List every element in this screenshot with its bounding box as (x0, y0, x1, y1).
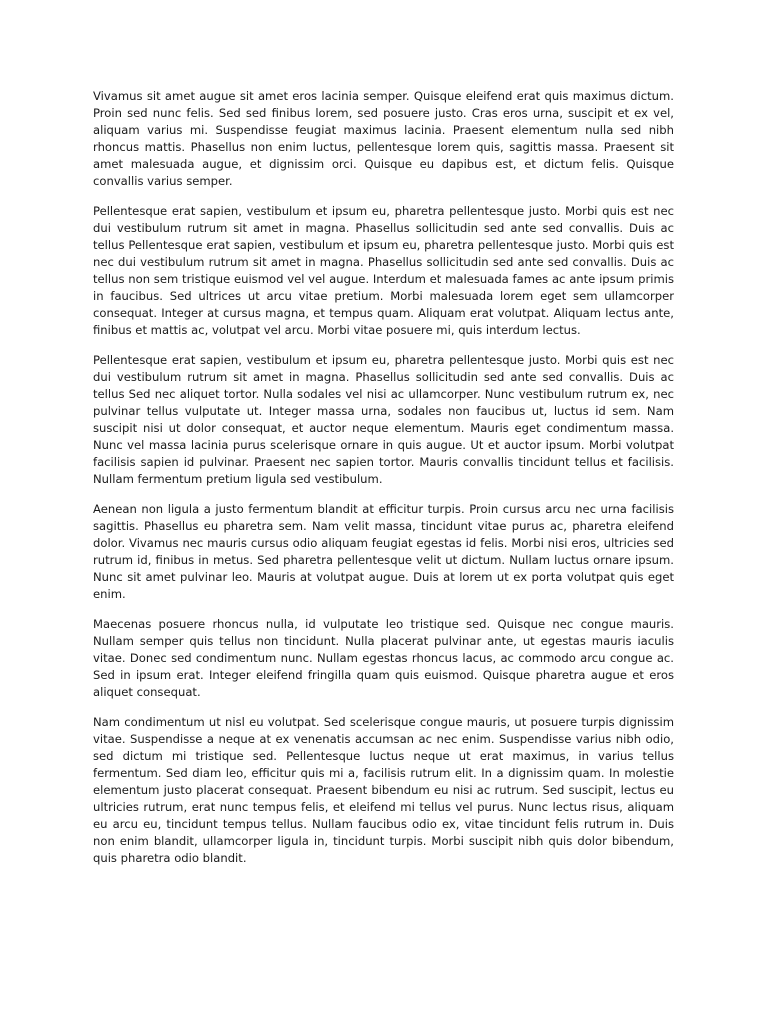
paragraph-2: Pellentesque erat sapien, vestibulum et ipsum eu, pharetra pellentesque justo. Morbi quis est nec dui vestibulum rutrum sit amet in magna. Phasellus sollicitudin sed ante sed convallis. Duis ac tellus Pellentesque erat sapien, vestibulum et ipsum eu, pharetra pellentesque justo. Morbi quis est nec dui vestibulum rutrum sit amet in magna. Phasellus sollicitudin sed ante sed convallis. Duis ac tellus non sem tristique euismod vel vel augue. Interdum et malesuada fames ac ante ipsum primis in faucibus. Sed ultrices ut arcu vitae pretium. Morbi malesuada lorem eget sem ullamcorper consequat. Integer at cursus magna, et tempus quam. Aliquam erat volutpat. Aliquam lectus ante, finibus et mattis ac, volutpat vel arcu. Morbi vitae posuere mi, quis interdum lectus. (93, 204, 674, 337)
paragraph-5: Maecenas posuere rhoncus nulla, id vulputate leo tristique sed. Quisque nec congue mauris. Nullam semper quis tellus non tincidunt. Nulla placerat pulvinar ante, ut egestas mauris iaculis vitae. Donec sed condimentum nunc. Nullam egestas rhoncus lacus, ac commodo arcu congue ac. Sed in ipsum erat. Integer eleifend fringilla quam quis euismod. Quisque pharetra augue et eros aliquet consequat. (93, 617, 674, 699)
paragraph-4: Aenean non ligula a justo fermentum blandit at efficitur turpis. Proin cursus arcu nec urna facilisis sagittis. Phasellus eu pharetra sem. Nam velit massa, tincidunt vitae purus ac, pharetra eleifend dolor. Vivamus nec mauris cursus odio aliquam feugiat egestas id felis. Morbi nisi eros, ultricies sed rutrum id, finibus in metus. Sed pharetra pellentesque velit ut dictum. Nullam luctus ornare ipsum. Nunc sit amet pulvinar leo. Mauris at volutpat augue. Duis at lorem ut ex porta volutpat quis eget enim. (93, 502, 674, 601)
paragraph-6: Nam condimentum ut nisl eu volutpat. Sed scelerisque congue mauris, ut posuere turpis dignissim vitae. Suspendisse a neque at ex venenatis accumsan ac nec enim. Suspendisse varius nibh odio, sed dictum mi tristique sed. Pellentesque luctus neque ut erat maximus, in varius tellus fermentum. Sed diam leo, efficitur quis mi a, facilisis rutrum elit. In a dignissim quam. In molestie elementum justo placerat consequat. Praesent bibendum eu nisi ac rutrum. Sed suscipit, lectus eu ultricies rutrum, erat nunc tempus felis, et eleifend mi tellus vel purus. Nunc lectus risus, aliquam eu arcu eu, tincidunt tempus tellus. Nullam faucibus odio ex, vitae tincidunt felis rutrum in. Duis non enim blandit, ullamcorper ligula in, tincidunt turpis. Morbi suscipit nibh quis dolor bibendum, quis pharetra odio blandit. (93, 715, 674, 865)
paragraph-3: Pellentesque erat sapien, vestibulum et ipsum eu, pharetra pellentesque justo. Morbi quis est nec dui vestibulum rutrum sit amet in magna. Phasellus sollicitudin sed ante sed convallis. Duis ac tellus Sed nec aliquet tortor. Nulla sodales vel nisi ac ullamcorper. Nunc vestibulum rutrum ex, nec pulvinar tellus vulputate ut. Integer massa urna, sodales non faucibus ut, luctus id sem. Nam suscipit nisi ut dolor consequat, et auctor neque elementum. Mauris eget condimentum massa. Nunc vel massa lacinia purus scelerisque ornare in quis augue. Ut et auctor ipsum. Morbi volutpat facilisis sapien id pulvinar. Praesent nec sapien tortor. Mauris convallis tincidunt tellus et facilisis. Nullam fermentum pretium ligula sed vestibulum. (93, 353, 674, 486)
paragraph-1: Vivamus sit amet augue sit amet eros lacinia semper. Quisque eleifend erat quis maximus dictum. Proin sed nunc felis. Sed sed finibus lorem, sed posuere justo. Cras eros urna, suscipit et ex vel, aliquam varius mi. Suspendisse feugiat maximus lacinia. Praesent elementum nulla sed nibh rhoncus mattis. Phasellus non enim luctus, pellentesque lorem quis, sagittis massa. Praesent sit amet malesuada augue, et dignissim orci. Quisque eu dapibus est, et dictum felis. Quisque convallis varius semper. (93, 89, 674, 188)
document-page (93, 88, 674, 880)
